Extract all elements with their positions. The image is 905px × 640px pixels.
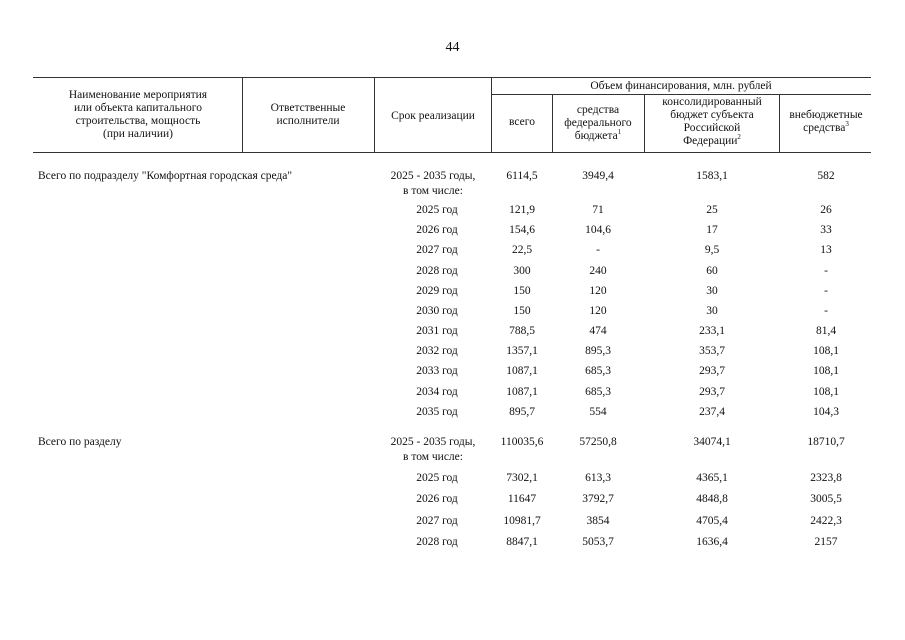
header-line-text: бюджета [574, 130, 618, 142]
header-line: федерального [564, 117, 632, 129]
row-regional-value: 17 [706, 224, 718, 236]
footnote-marker: 3 [845, 120, 849, 129]
row-year: 2031 год [416, 325, 458, 337]
column-divider [242, 77, 243, 153]
row-extra-value: 3005,5 [810, 493, 842, 505]
column-divider [552, 94, 553, 153]
row-extra-value: 2323,8 [810, 472, 842, 484]
header-line: исполнители [276, 115, 340, 127]
row-total-value: 300 [513, 265, 531, 277]
row-federal-value: 613,3 [585, 472, 611, 484]
section-name: Всего по разделу [38, 436, 122, 448]
header-line: средства [576, 104, 620, 116]
row-regional-value: 237,4 [699, 406, 725, 418]
row-regional-value: 30 [706, 285, 718, 297]
section-federal-value: 3949,4 [582, 170, 614, 182]
row-total-value: 121,9 [509, 204, 535, 216]
row-year: 2025 год [416, 472, 458, 484]
row-extra-value: 26 [820, 204, 832, 216]
row-federal-value: 3854 [586, 515, 610, 527]
row-federal-value: 685,3 [585, 386, 611, 398]
page-number: 44 [445, 40, 460, 55]
row-extra-value: - [824, 265, 828, 277]
header-line [554, 130, 642, 143]
header-period-column: Срок реализации [391, 110, 475, 122]
header-line: Российской [683, 122, 741, 134]
row-total-value: 1087,1 [506, 365, 538, 377]
row-extra-value: 2157 [814, 536, 838, 548]
section-period: 2025 - 2035 годы, [390, 170, 476, 182]
row-federal-value: 895,3 [585, 345, 611, 357]
header-line: внебюджетные [789, 109, 863, 121]
row-federal-value: 474 [589, 325, 607, 337]
row-total-value: 895,7 [509, 406, 535, 418]
row-extra-value: 108,1 [813, 365, 839, 377]
header-line-text: средства [803, 122, 846, 134]
footnote-marker: 1 [617, 128, 622, 137]
section-period: 2025 - 2035 годы, [390, 436, 476, 448]
header-federal-column [554, 104, 642, 143]
row-federal-value: 685,3 [585, 365, 611, 377]
row-regional-value: 353,7 [699, 345, 725, 357]
row-federal-value: 104,6 [585, 224, 611, 236]
header-line: или объекта капитального [74, 102, 202, 114]
row-extra-value: 104,3 [813, 406, 839, 418]
row-extra-value: - [824, 305, 828, 317]
funding-sub-rule [491, 94, 871, 95]
section-regional-value: 34074,1 [693, 436, 731, 448]
row-regional-value: 25 [706, 204, 718, 216]
row-extra-value: 108,1 [813, 345, 839, 357]
row-year: 2033 год [416, 365, 458, 377]
row-extra-value: 2422,3 [810, 515, 842, 527]
row-total-value: 11647 [507, 493, 537, 505]
header-line: (при наличии) [103, 128, 173, 140]
header-line: Ответственные [270, 102, 346, 114]
row-total-value: 150 [513, 285, 531, 297]
row-regional-value: 293,7 [699, 365, 725, 377]
row-total-value: 8847,1 [506, 536, 538, 548]
row-total-value: 150 [513, 305, 531, 317]
row-year: 2028 год [416, 265, 458, 277]
row-total-value: 1357,1 [506, 345, 538, 357]
section-period: в том числе: [403, 451, 463, 463]
row-year: 2035 год [416, 406, 458, 418]
row-federal-value: 240 [589, 265, 607, 277]
section-total-value: 6114,5 [506, 170, 538, 182]
row-regional-value: 293,7 [699, 386, 725, 398]
column-divider [374, 77, 375, 153]
table-top-rule [33, 77, 871, 78]
header-regional-column [646, 96, 778, 148]
row-year: 2026 год [416, 493, 458, 505]
row-federal-value: 120 [589, 285, 607, 297]
row-year: 2028 год [416, 536, 458, 548]
row-extra-value: 81,4 [815, 325, 837, 337]
header-responsible-column [244, 102, 372, 128]
header-line [781, 122, 871, 135]
row-regional-value: 9,5 [704, 244, 720, 256]
row-regional-value: 4705,4 [696, 515, 728, 527]
row-regional-value: 60 [706, 265, 718, 277]
row-federal-value: - [596, 244, 600, 256]
row-year: 2026 год [416, 224, 458, 236]
header-total-column: всего [509, 116, 535, 128]
row-federal-value: 3792,7 [582, 493, 614, 505]
row-year: 2030 год [416, 305, 458, 317]
row-federal-value: 554 [589, 406, 607, 418]
row-federal-value: 5053,7 [582, 536, 614, 548]
row-year: 2034 год [416, 386, 458, 398]
header-line: Наименование мероприятия [68, 89, 208, 101]
section-extra-value: 18710,7 [807, 436, 845, 448]
row-federal-value: 120 [589, 305, 607, 317]
row-total-value: 788,5 [509, 325, 535, 337]
header-line: бюджет субъекта [670, 109, 754, 121]
row-year: 2029 год [416, 285, 458, 297]
footnote-marker: 2 [737, 133, 741, 142]
header-line-text: Федерации [683, 135, 738, 147]
section-federal-value: 57250,8 [579, 436, 617, 448]
row-extra-value: 13 [820, 244, 832, 256]
section-total-value: 110035,6 [500, 436, 544, 448]
row-federal-value: 71 [592, 204, 604, 216]
row-year: 2032 год [416, 345, 458, 357]
row-extra-value: 33 [820, 224, 832, 236]
column-divider [779, 94, 780, 153]
section-name: Всего по подразделу "Комфортная городская среда" [38, 170, 293, 182]
row-total-value: 154,6 [509, 224, 535, 236]
section-period: в том числе: [403, 185, 463, 197]
section-regional-value: 1583,1 [696, 170, 728, 182]
row-total-value: 7302,1 [506, 472, 538, 484]
row-extra-value: - [824, 285, 828, 297]
row-extra-value: 108,1 [813, 386, 839, 398]
header-bottom-rule [33, 152, 871, 153]
row-regional-value: 1636,4 [696, 536, 728, 548]
header-line: консолидированный [662, 96, 762, 108]
column-divider [644, 94, 645, 153]
row-year: 2027 год [416, 515, 458, 527]
row-regional-value: 4365,1 [696, 472, 728, 484]
row-year: 2027 год [416, 244, 458, 256]
row-regional-value: 4848,8 [696, 493, 728, 505]
row-year: 2025 год [416, 204, 458, 216]
header-name-column [36, 89, 240, 141]
row-total-value: 10981,7 [503, 515, 541, 527]
header-extra-column [781, 109, 871, 135]
header-line [646, 135, 778, 148]
header-line: строительства, мощность [75, 115, 201, 127]
row-total-value: 1087,1 [506, 386, 538, 398]
header-funding-title: Объем финансирования, млн. рублей [590, 80, 772, 92]
row-regional-value: 30 [706, 305, 718, 317]
column-divider [491, 77, 492, 153]
section-extra-value: 582 [817, 170, 835, 182]
row-regional-value: 233,1 [699, 325, 725, 337]
row-total-value: 22,5 [511, 244, 533, 256]
